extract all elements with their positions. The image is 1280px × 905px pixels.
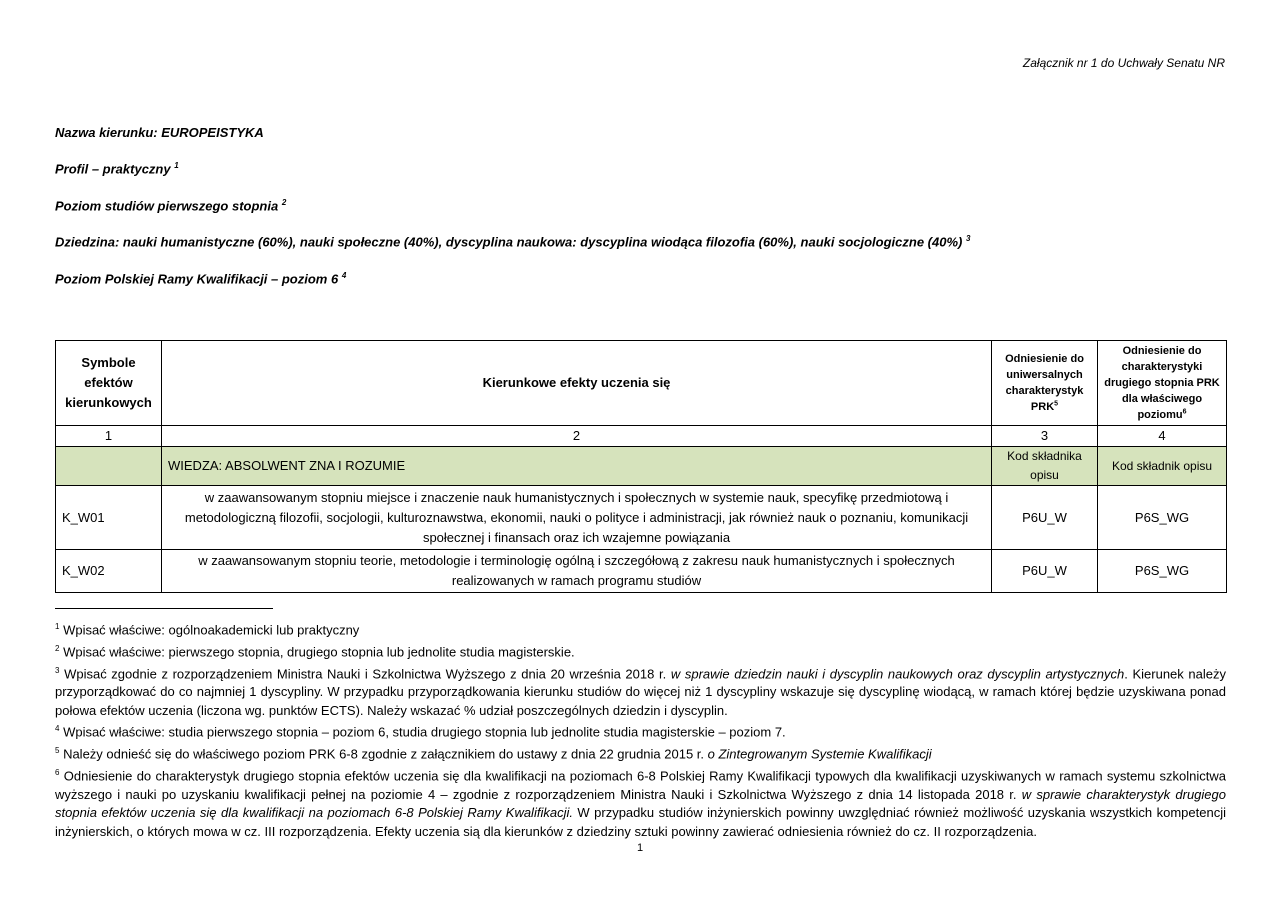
footnote-2: $^2$ Wpisać właściwe: pierwszego stopnia, drugiego stopnia lub jednolite studia magisterskie.: [55, 643, 575, 660]
column-number: 4: [1098, 426, 1227, 447]
profile: Profil – praktyczny $^1$: [55, 161, 179, 177]
outcome-symbol: K_W02: [56, 550, 162, 593]
prk-level: Poziom Polskiej Ramy Kwalifikacji – poziom 6 $^4$: [55, 271, 347, 287]
footnote-4: $^4$ Wpisać właściwe: studia pierwszego stopnia – poziom 6, studia drugiego stopnia lub jednolite studia magisterskie – poziom 7.: [55, 724, 786, 740]
learning-outcomes-table: [55, 340, 1227, 593]
study-level: Poziom studiów pierwszego stopnia $^2$: [55, 198, 287, 214]
outcome-prk2-code: P6S_WG: [1098, 486, 1227, 550]
outcome-symbol: K_W01: [56, 486, 162, 550]
outcome-prk-code: P6U_W: [992, 550, 1098, 593]
footnote-divider: [55, 608, 273, 609]
column-number: 2: [162, 426, 992, 447]
section-code-label-2: Kod składnik opisu: [1098, 447, 1227, 486]
outcome-prk2-code: P6S_WG: [1098, 550, 1227, 593]
header-prk-second-stage: Odniesienie do charakterystyki drugiego stopnia PRK dla właściwego poziomu$^6$: [1098, 341, 1227, 426]
column-number: 3: [992, 426, 1098, 447]
footnote-5: $^5$ Należy odnieść się do właściwego poziom PRK 6-8 zgodnie z załącznikiem do ustawy z dnia 22 grudnia 2015 r. o Zintegrowanym Systemie Kwalifikacji: [55, 746, 932, 762]
field-name: Nazwa kierunku: EUROPEISTYKA: [55, 125, 264, 140]
section-header-row: [56, 447, 1227, 486]
outcome-text: w zaawansowanym stopniu teorie, metodologie i terminologię ogólną i szczegółową z zakresu nauk humanistycznych i społecznych realizowanych w ramach programu studiów: [162, 550, 992, 593]
header-row: [56, 341, 1227, 426]
outcome-text: w zaawansowanym stopniu miejsce i znaczenie nauk humanistycznych i społecznych w systemie nauk, specyfikę przedmiotową i metodologiczną filozofii, socjologii, kulturoznawstwa, ekonomii, nauki o polityce i administracji, jak również nauk o poznaniu, komunikacji społecznej i finansach oraz ich wzajemne powiązania: [162, 486, 992, 550]
section-title: WIEDZA: ABSOLWENT ZNA I ROZUMIE: [162, 447, 992, 486]
column-number: 1: [56, 426, 162, 447]
section-empty-cell: [56, 447, 162, 486]
table-row: [56, 550, 1227, 593]
footnote-6: $^6$ Odniesienie do charakterystyk drugiego stopnia efektów uczenia się dla kwalifikacji na poziomach 6-8 Polskiej Ramy Kwalifikacji typowych dla kwalifikacji uzyskiwanych w ramach systemu szkolnictwa wyższego i nauki po uzyskaniu kwalifikacji pełnej na poziomie 4 – zgodnie z rozporządzeniem Ministra Nauki i Szkolnictwa Wyższego z dnia 14 listopada 2018 r. w sprawie charakterystyk drugiego stopnia efektów uczenia się dla kwalifikacji na poziomach 6-8 Polskiej Ramy Kwalifikacji. W przypadku studiów inżynierskich powinny uwzględniać również możliwość uzyskania wszystkich kompetencji inżynierskich, o których mowa w cz. III rozporządzenia. Efekty uczenia sią dla kierunków z dziedziny sztuki powinny zawierać odniesienia również do cz. II rozporządzenia.: [55, 768, 1226, 839]
table-row: [56, 486, 1227, 550]
footnote-1: $^1$ Wpisać właściwe: ogólnoakademicki lub praktyczny: [55, 622, 360, 638]
footnote-3: $^3$ Wpisać zgodnie z rozporządzeniem Ministra Nauki i Szkolnictwa Wyższego z dnia 20 września 2018 r. w sprawie dziedzin nauki i dyscyplin naukowych oraz dyscyplin artystycznych. Kierunek należy przyporządkować do co najmniej 1 dyscypliny. W przypadku przyporządkowania kierunku studiów do więcej niż 1 dyscypliny wskazuje się dyscyplinę wiodącą, w ramach której będzie uzyskiwana ponad połowa efektów uczenia (liczona wg. punktów ECTS). Należy wskazać % udział poszczególnych dziedzin i dyscyplin.: [55, 665, 1226, 718]
domain-disciplines: Dziedzina: nauki humanistyczne (60%), nauki społeczne (40%), dyscyplina naukowa: dyscyplina wiodąca filozofia (60%), nauki socjologiczne (40%) $^3$: [55, 234, 971, 250]
header-outcomes: Kierunkowe efekty uczenia się: [162, 341, 992, 426]
outcome-prk-code: P6U_W: [992, 486, 1098, 550]
attachment-note: Załącznik nr 1 do Uchwały Senatu NR: [1022, 56, 1225, 70]
footnotes: [55, 618, 1226, 841]
column-numbers-row: [56, 426, 1227, 447]
header-prk-universal: Odniesienie do uniwersalnych charakterystyk PRK$^5$: [992, 341, 1098, 426]
page-number: 1: [636, 842, 644, 854]
header-symbols: Symbole efektów kierunkowych: [56, 341, 162, 426]
section-code-label: Kod składnika opisu: [992, 447, 1098, 486]
